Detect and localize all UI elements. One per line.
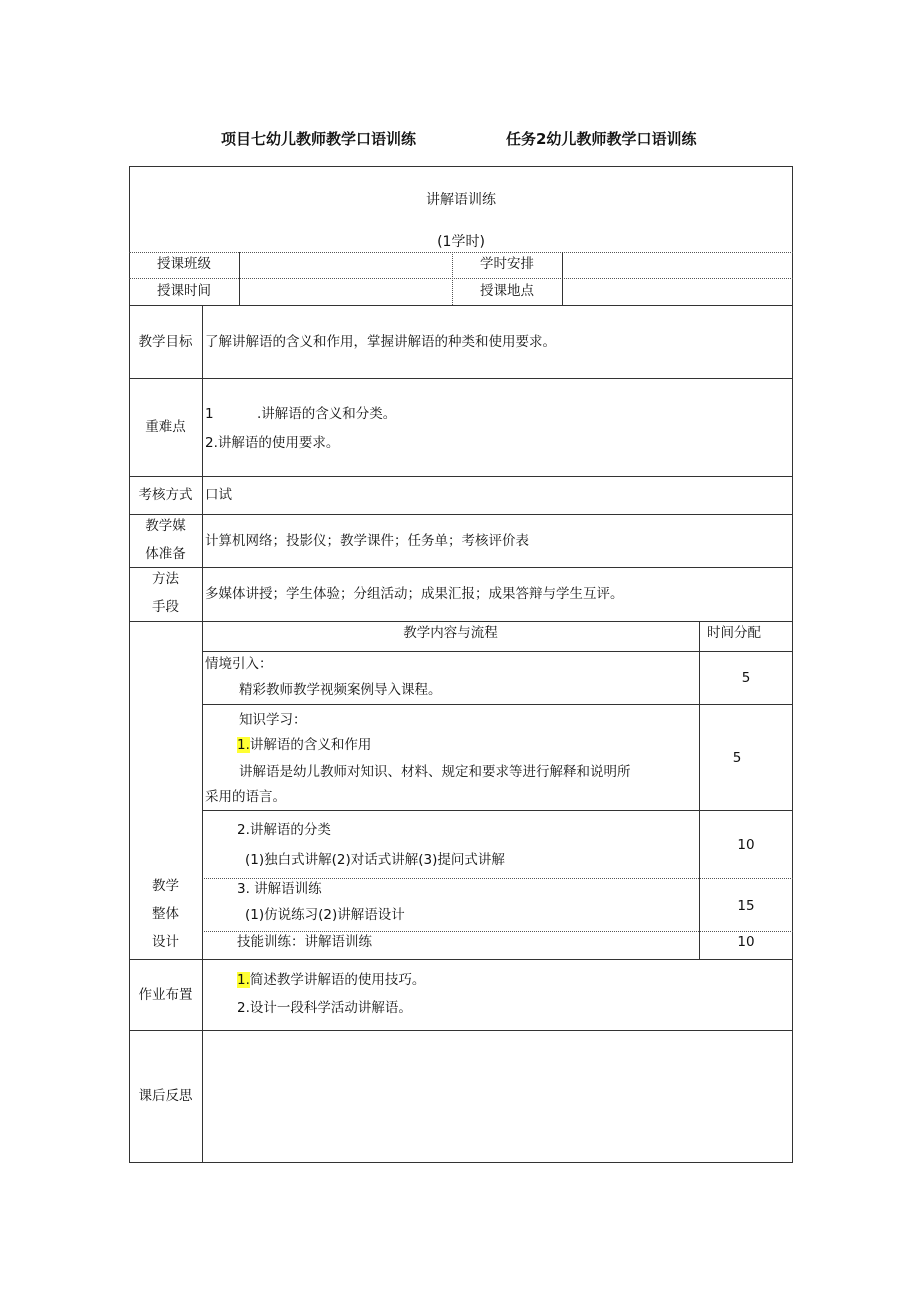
- step3-time: 10: [737, 837, 755, 853]
- step4-time: 15: [737, 898, 755, 914]
- method-label-line2: 手段: [152, 599, 179, 615]
- objective-text: 了解讲解语的含义和作用，掌握讲解语的种类和使用要求。: [205, 334, 556, 350]
- col-divider: [202, 305, 203, 1163]
- lesson-hours: (1学时): [437, 234, 485, 250]
- row-divider: [129, 305, 793, 306]
- step3-title: 2.讲解语的分类: [237, 822, 331, 838]
- task-title: 任务2幼儿教师教学口语训练: [506, 130, 697, 148]
- reflection-label: 课后反思: [138, 1088, 193, 1104]
- row-divider: [202, 704, 793, 705]
- col-divider: [239, 252, 240, 305]
- row-divider: [129, 278, 793, 279]
- step4-text: (1)仿说练习(2)讲解语设计: [245, 907, 405, 923]
- project-title: 项目七幼儿教师教学口语训练: [221, 130, 417, 148]
- objective-label: 教学目标: [138, 334, 193, 350]
- step4-title: 3. 讲解语训练: [237, 881, 322, 897]
- time-label: 授课时间: [157, 283, 211, 299]
- row-divider: [129, 476, 793, 477]
- step2-line1: 讲解语是幼儿教师对知识、材料、规定和要求等进行解释和说明所: [239, 764, 631, 780]
- row-divider: [202, 810, 793, 811]
- row-divider: [129, 621, 793, 622]
- time-column-header: 时间分配: [707, 625, 761, 641]
- media-text: 计算机网络；投影仪；教学课件；任务单；考核评价表: [205, 533, 529, 549]
- row-divider: [129, 252, 793, 253]
- key-point-2: 2.讲解语的使用要求。: [205, 435, 340, 451]
- row-divider: [202, 651, 793, 652]
- media-label-line2: 体准备: [145, 546, 186, 562]
- row-divider: [129, 514, 793, 515]
- design-label-line3: 设计: [152, 934, 179, 950]
- row-divider: [129, 1030, 793, 1031]
- media-label-line1: 教学媒: [145, 518, 186, 534]
- step2-line2: 采用的语言。: [205, 789, 286, 805]
- highlight-mark: 1.: [237, 972, 250, 988]
- method-text: 多媒体讲授；学生体验；分组活动；成果汇报；成果答辩与学生互评。: [205, 586, 624, 602]
- row-divider: [129, 378, 793, 379]
- step5-text: 技能训练：讲解语训练: [237, 934, 372, 950]
- lesson-title: 讲解语训练: [426, 192, 496, 208]
- design-label-line1: 教学: [152, 878, 179, 894]
- method-label-line1: 方法: [152, 571, 179, 587]
- homework-label: 作业布置: [138, 987, 193, 1003]
- step5-time: 10: [737, 934, 755, 950]
- assessment-text: 口试: [205, 487, 232, 503]
- design-label-line2: 整体: [152, 906, 179, 922]
- row-divider: [129, 567, 793, 568]
- col-divider: [562, 252, 563, 305]
- homework-item1-text: 简述教学讲解语的使用技巧。: [249, 972, 426, 988]
- assessment-label: 考核方式: [138, 487, 193, 503]
- row-divider: [129, 959, 793, 960]
- step2-time: 5: [732, 750, 742, 766]
- step2-subtitle-text: 讲解语的含义和作用: [249, 737, 372, 753]
- content-column-header: 教学内容与流程: [403, 625, 498, 641]
- highlight-mark: 1.: [237, 737, 250, 753]
- step1-time: 5: [741, 670, 751, 686]
- step2-subtitle: [237, 735, 371, 755]
- step1-text: 精彩教师教学视频案例导入课程。: [239, 682, 442, 698]
- homework-item2: 2.设计一段科学活动讲解语。: [237, 1000, 412, 1016]
- step3-text: (1)独白式讲解(2)对话式讲解(3)提问式讲解: [245, 852, 505, 868]
- step1-title: 情境引入：: [205, 656, 273, 672]
- key-point-1: .讲解语的含义和分类。: [257, 406, 397, 422]
- homework-item1: [237, 970, 425, 990]
- class-label: 授课班级: [157, 256, 211, 272]
- place-label: 授课地点: [480, 283, 534, 299]
- step2-title: 知识学习：: [239, 712, 307, 728]
- schedule-label: 学时安排: [480, 256, 534, 272]
- key-point-number: 1: [205, 406, 214, 422]
- key-points-label: 重难点: [145, 419, 186, 435]
